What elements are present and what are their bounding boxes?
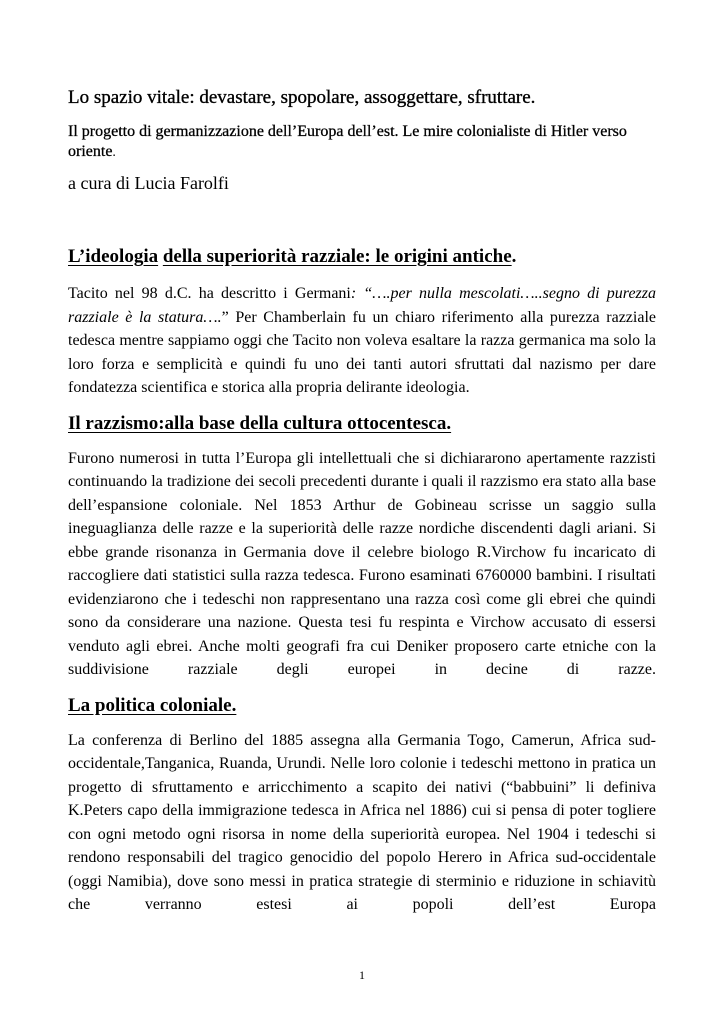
paragraph-ideologia	[68, 282, 656, 400]
heading-part-1: L’ideologia	[68, 246, 159, 267]
document-subtitle-end: .	[112, 145, 116, 160]
section-heading-ideologia	[68, 245, 656, 269]
section-heading-politica-coloniale	[68, 694, 656, 718]
paragraph-rest: ” Per Chamberlain fu un chiaro riferimento alla purezza razziale tedesca mentre sappiamo oggi che Tacito non voleva esaltare la razza germanica ma solo la loro forza e semplicità e quindi fu uno dei tanti autori sfruttati dal nazismo per dare fondatezza scientifica e storica alla propria delirante ideologia.	[68, 308, 656, 396]
paragraph-intro: Tacito nel 98 d.C. ha descritto i Germani	[68, 285, 351, 302]
heading-end: .	[511, 246, 517, 267]
document-subtitle	[68, 122, 656, 163]
page-number: 1	[359, 968, 365, 982]
document-page	[68, 86, 656, 917]
heading-part-2: della superiorità razziale: le origini antiche	[162, 246, 512, 267]
document-author: a cura di Lucia Farolfi	[68, 173, 229, 193]
heading-text: La politica coloniale.	[68, 694, 237, 716]
section-heading-razzismo	[68, 412, 656, 436]
heading-text: Il razzismo:alla base della cultura ottocentesca.	[68, 412, 452, 434]
document-subtitle-text: Il progetto di germanizzazione dell’Europa dell’est. Le mire colonialiste di Hitler verso oriente	[68, 123, 627, 160]
paragraph-razzismo: Furono numerosi in tutta l’Europa gli intellettuali che si dichiararono apertamente razzisti continuando la tradizione dei secoli precedenti durante i quali il razzismo era stato alla base dell’espansione coloniale. Nel 1853 Arthur de Gobineau scrisse un saggio sulla ineguaglianza delle razze e la superiorità delle razze nordiche discendenti dagli ariani. Si ebbe grande risonanza in Germania dove il celebre biologo R.Virchow fu incaricato di raccogliere dati statistici sulla razza tedesca. Furono esaminati 6760000 bambini. I risultati evidenziarono che i tedeschi non rappresentano una razza così come gli ebrei che quindi sono da considerare una nazione. Questa tesi fu respinta e Virchow accusato di essersi venduto agli ebrei. Anche molti geografi fra cui Deniker proposero carte etniche con la suddivisione razziale degli europei in decine di razze.	[68, 449, 656, 678]
document-title: Lo spazio vitale: devastare, spopolare, assoggettare, sfruttare.	[68, 87, 536, 108]
tacitus-quote: : “….per nulla mescolati…..segno di purezza razziale è la statura….	[68, 285, 656, 326]
paragraph-politica-coloniale: La conferenza di Berlino del 1885 assegna alla Germania Togo, Camerun, Africa sud-occidentale,Tanganica, Ruanda, Urundi. Nelle loro colonie i tedeschi mettono in pratica un progetto di sfruttamento e arricchimento a scapito dei nativi (“babbuini” li definiva K.Peters capo della immigrazione tedesca in Africa nel 1886) cui si pensa di poter togliere con ogni metodo ogni risorsa in nome della superiorità europea. Nel 1904 i tedeschi si rendono responsabili del tragico genocidio del popolo Herero in Africa sud-occidentale (oggi Namibia), dove sono messi in pratica strategie di sterminio e riduzione in schiavitù che verranno estesi ai popoli dell’est Europa	[68, 731, 656, 913]
